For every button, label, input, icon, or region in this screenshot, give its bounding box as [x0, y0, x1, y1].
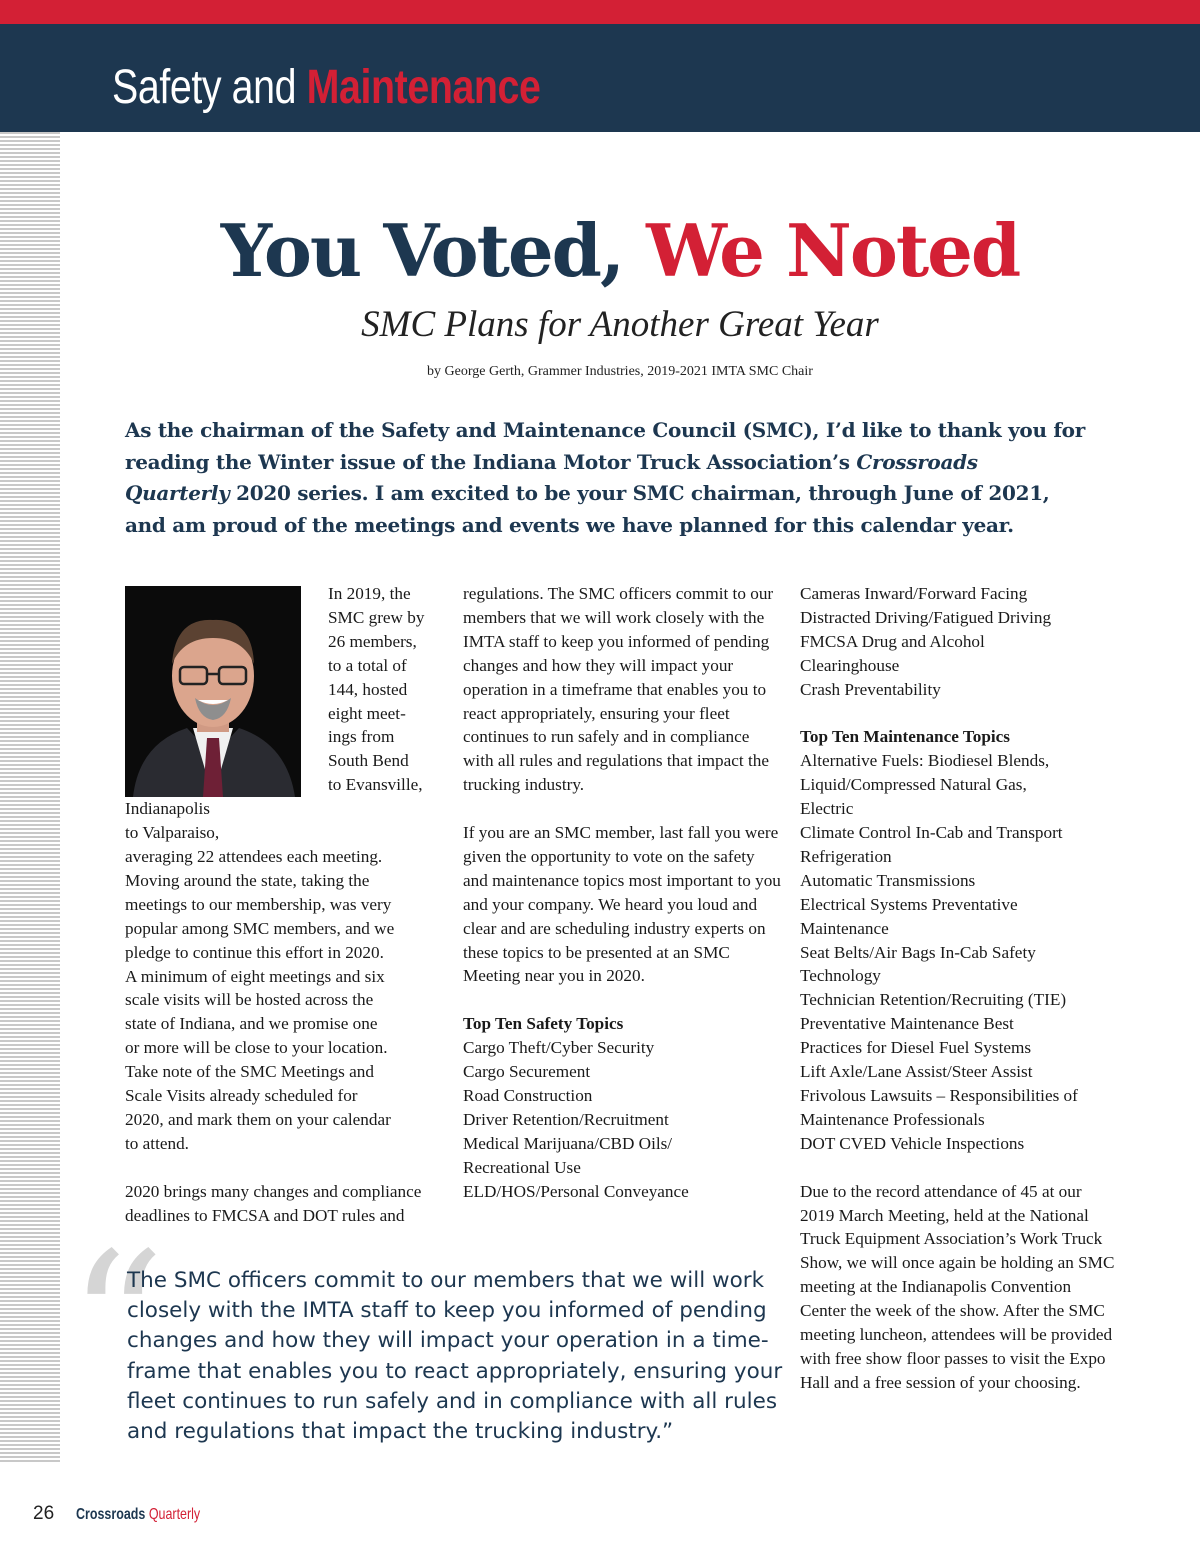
col2-paragraph-1: regulations. The SMC officers commit to our members that we will work closely with the IMTA staff to keep you informed of pending changes and how they will impact your operation in a timeframe that enables you to react appropriately, ensuring your fleet continues to run safely and in compliance with all rules and regulations that impact the trucking industry.	[463, 584, 774, 795]
author-portrait-image	[125, 586, 301, 797]
col3-closing-paragraph: Due to the record attendance of 45 at our 2019 March Meeting, held at the National Truck Equipment Association’s Work Truck Show, we will once again be holding an SMC meeting at the Indianapolis Convention Center the week of the show. After the SMC meeting luncheon, attendees will be provided with free show floor passes to visit the Expo Hall and a free session of your choosing.	[800, 1181, 1115, 1392]
headline-part-1: You Voted,	[220, 208, 647, 293]
maintenance-topic-item: Electric	[800, 799, 854, 819]
text-line: pledge to continue this effort in 2020.	[125, 942, 384, 962]
col1-paragraph-2: 2020 brings many changes and compliance deadlines to FMCSA and DOT rules and	[125, 1181, 422, 1225]
maintenance-topic-item: Maintenance	[800, 918, 889, 938]
text-line: 2020, and mark them on your calendar	[125, 1109, 391, 1129]
publication-name	[76, 1506, 200, 1524]
safety-topic-item: Clearinghouse	[800, 655, 900, 675]
text-line: Scale Visits already scheduled for	[125, 1086, 358, 1106]
text-line: 26 members,	[328, 631, 417, 651]
text-line: A minimum of eight meetings and six	[125, 966, 385, 986]
col2-paragraph-2: If you are an SMC member, last fall you were given the opportunity to vote on the safety and maintenance topics most important to you and your company. We heard you loud and clear and are scheduling industry experts on these topics to be presented at an SMC Meeting near you in 2020.	[463, 823, 781, 986]
safety-topic-item: Cameras Inward/Forward Facing	[800, 584, 1028, 603]
pull-quote-line: The SMC officers commit to our members that we will work	[127, 1268, 765, 1293]
text-line: state of Indiana, and we promise one	[125, 1014, 378, 1034]
text-line: to Valparaiso,	[125, 823, 220, 843]
text-line: to a total of	[328, 655, 407, 675]
safety-topic-item: Medical Marijuana/CBD Oils/	[463, 1133, 673, 1153]
maintenance-topic-item: DOT CVED Vehicle Inspections	[800, 1133, 1025, 1153]
text-line: averaging 22 attendees each meeting.	[125, 846, 383, 866]
text-line: SMC grew by	[328, 607, 425, 627]
text-line: to attend.	[125, 1133, 189, 1153]
publication-name-part-2: Quarterly	[145, 1506, 201, 1523]
safety-topic-item: Road Construction	[463, 1086, 593, 1105]
pull-quote-line: frame that enables you to react appropriately, ensuring your	[127, 1358, 783, 1384]
page-number: 26	[33, 1503, 55, 1524]
text-line: meetings to our membership, was very	[125, 894, 392, 914]
maintenance-topic-item: Refrigeration	[800, 846, 892, 866]
text-line: South Bend	[328, 751, 409, 771]
pull-quote-line: and regulations that impact the trucking industry.”	[127, 1419, 674, 1445]
safety-topic-item: Driver Retention/Recruitment	[463, 1109, 669, 1129]
maintenance-topic-item: Lift Axle/Lane Assist/Steer Assist	[800, 1062, 1033, 1082]
section-title-text: Safety and	[112, 61, 307, 114]
maintenance-topics-list	[800, 725, 1118, 1155]
safety-topic-item: ELD/HOS/Personal Conveyance	[463, 1181, 689, 1201]
author-photo	[125, 586, 301, 797]
maintenance-topic-item: Preventative Maintenance Best	[800, 1014, 1014, 1034]
intro-paragraph	[125, 415, 1085, 541]
quote-mark-icon: “	[68, 1212, 166, 1433]
maintenance-topic-item: Practices for Diesel Fuel Systems	[800, 1038, 1032, 1058]
safety-topic-item: Distracted Driving/Fatigued Driving	[800, 607, 1052, 627]
headline-part-2: We Noted	[646, 208, 1020, 293]
intro-text-2: 2020 series. I am excited to be your SMC chairman, through June of 2021, and am proud of the meetings and events we have planned for this calendar year.	[125, 481, 1050, 537]
text-line: In 2019, the	[328, 584, 411, 603]
text-line: or more will be close to your location.	[125, 1038, 388, 1058]
text-line: Moving around the state, taking the	[125, 870, 370, 890]
maintenance-topic-item: Climate Control In-Cab and Transport	[800, 823, 1063, 843]
safety-topics-heading: Top Ten Safety Topics	[463, 1014, 624, 1034]
text-line: 144, hosted	[328, 679, 408, 699]
article-subheadline: SMC Plans for Another Great Year	[361, 304, 879, 345]
safety-topic-item: Crash Preventability	[800, 679, 941, 699]
intro-publication-title: Crossroads Quarterly	[125, 449, 978, 505]
maintenance-topic-item: Seat Belts/Air Bags In-Cab Safety	[800, 942, 1036, 962]
text-line: scale visits will be hosted across the	[125, 990, 374, 1010]
intro-text-1: As the chairman of the Safety and Maintenance Council (SMC), I’d like to thank you for reading the Winter issue of the Indiana Motor Truck Association’s	[125, 418, 1085, 474]
text-line: to Evansville,	[328, 775, 423, 795]
column-3	[800, 582, 1118, 1395]
text-line: popular among SMC members, and we	[125, 918, 395, 938]
pull-quote	[127, 1266, 783, 1447]
column-1	[125, 582, 440, 1227]
safety-topics-list	[463, 1012, 781, 1203]
safety-topic-item: Cargo Securement	[463, 1062, 591, 1082]
maintenance-topic-item: Alternative Fuels: Biodiesel Blends,	[800, 751, 1050, 771]
maintenance-topic-item: Technology	[800, 966, 881, 986]
pull-quote-line: changes and how they will impact your operation in a time-	[127, 1328, 769, 1354]
safety-topics-continued	[800, 582, 1118, 702]
maintenance-topic-item: Automatic Transmissions	[800, 870, 976, 890]
column-2	[463, 582, 781, 1204]
text-line: Indianapolis	[125, 799, 210, 819]
text-line: ings from	[328, 727, 395, 747]
top-red-stripe	[0, 0, 1200, 24]
safety-topic-item: Cargo Theft/Cyber Security	[463, 1038, 655, 1058]
safety-topic-item: FMCSA Drug and Alcohol	[800, 631, 985, 651]
maintenance-topic-item: Frivolous Lawsuits – Responsibilities of	[800, 1086, 1078, 1106]
text-line: eight meet-	[328, 703, 406, 723]
maintenance-topic-item: Technician Retention/Recruiting (TIE)	[800, 990, 1067, 1010]
article-headline	[0, 205, 1200, 297]
publication-name-part-1: Crossroads	[76, 1506, 146, 1523]
text-line: Take note of the SMC Meetings and	[125, 1062, 374, 1082]
pull-quote-line: fleet continues to run safely and in compliance with all rules	[127, 1388, 778, 1414]
section-title-accent: Maintenance	[306, 61, 541, 114]
maintenance-topic-item: Maintenance Professionals	[800, 1109, 985, 1129]
safety-topic-item: Recreational Use	[463, 1157, 581, 1177]
section-title	[112, 58, 541, 118]
pull-quote-line: closely with the IMTA staff to keep you informed of pending	[127, 1298, 767, 1324]
maintenance-topic-item: Electrical Systems Preventative	[800, 894, 1018, 914]
maintenance-topic-item: Liquid/Compressed Natural Gas,	[800, 775, 1027, 795]
maintenance-topics-heading: Top Ten Maintenance Topics	[800, 727, 1010, 747]
page-footer	[33, 1503, 235, 1525]
article-byline: by George Gerth, Grammer Industries, 2019-2021 IMTA SMC Chair	[427, 364, 813, 379]
